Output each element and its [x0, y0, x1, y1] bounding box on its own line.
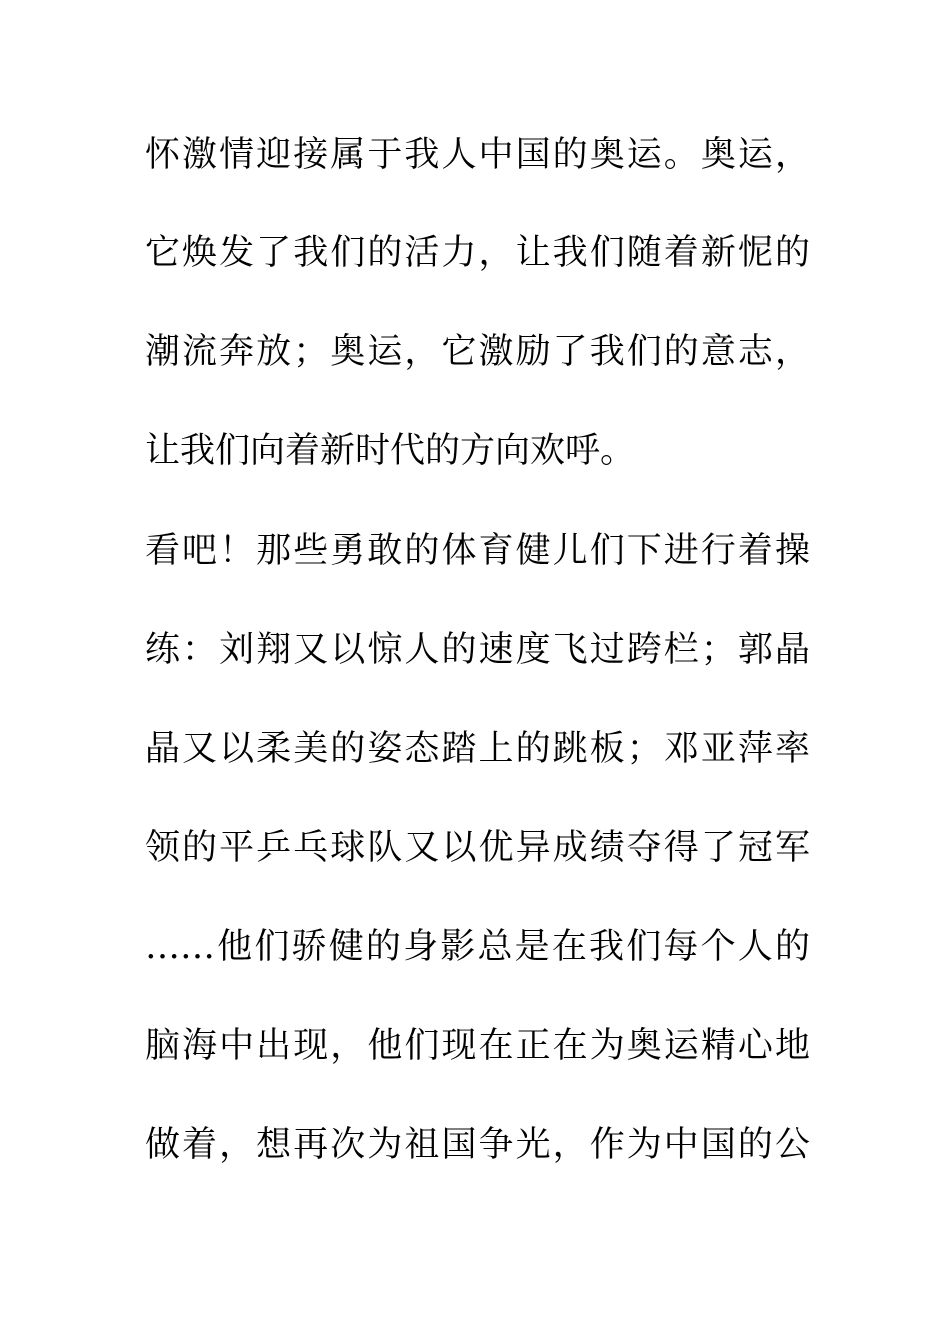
text-line: ……他们骄健的身影总是在我们每个人的: [145, 927, 810, 967]
text-line: 领的平乒乓球队又以优异成绩夺得了冠军: [145, 828, 810, 868]
text-line: 脑海中出现，他们现在正在为奥运精心地: [145, 1026, 810, 1066]
text-line: 怀激情迎接属于我人中国的奥运。奥运，: [145, 135, 810, 175]
text-line: 让我们向着新时代的方向欢呼。: [145, 431, 636, 471]
text-line: 它焕发了我们的活力，让我们随着新怩的: [145, 233, 810, 273]
text-line: 晶又以柔美的姿态踏上的跳板；邓亚萍率: [145, 729, 810, 769]
text-line: 练：刘翔又以惊人的速度飞过跨栏；郭晶: [145, 630, 810, 670]
text-line: 看吧！那些勇敢的体育健儿们下进行着操: [145, 531, 810, 571]
text-line: 做着，想再次为祖国争光，作为中国的公: [145, 1125, 810, 1165]
text-line: 潮流奔放；奥运，它激励了我们的意志，: [145, 332, 810, 372]
